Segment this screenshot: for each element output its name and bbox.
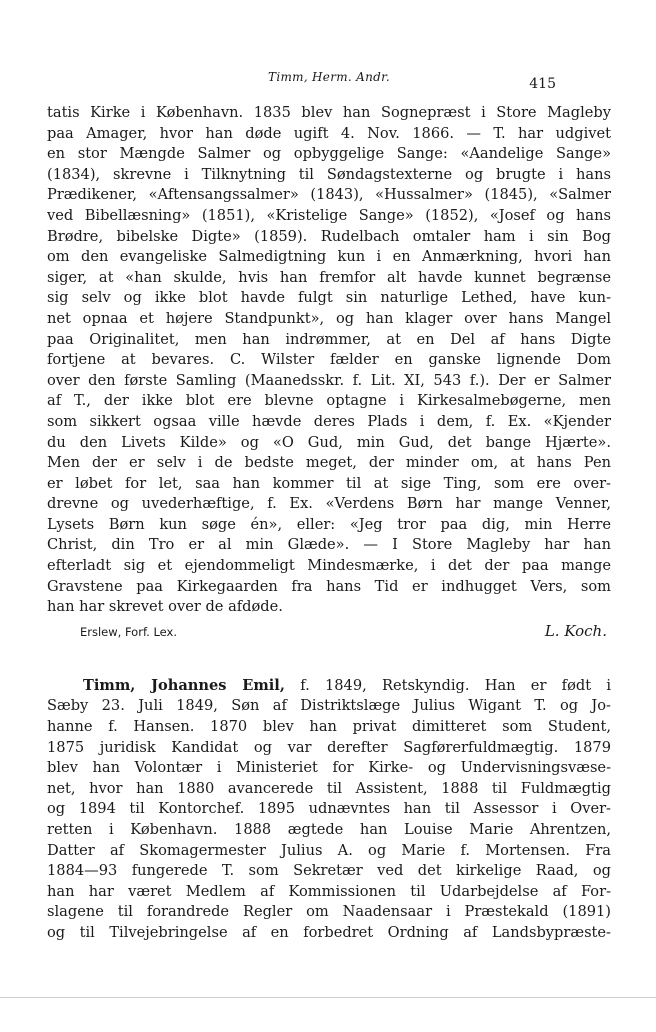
text-line: Prædikener, «Aftensangssalmer» (1843), «Hussalmer» (1845), «Salmer xyxy=(47,186,611,204)
text-line: drevne og uvederhæftige, f. Ex. «Verdens Børn har mange Venner, xyxy=(47,495,611,513)
running-head: Timm, Herm. Andr. xyxy=(268,70,390,84)
text-line: og 1894 til Kontorchef. 1895 udnævntes han til Assessor i Over- xyxy=(47,800,611,818)
entry-herm-andr-timm xyxy=(47,103,611,618)
text-line: fortjene at bevares. C. Wilster fælder en ganske lignende Dom xyxy=(47,351,611,369)
page-body xyxy=(47,103,611,944)
text-line: og til Tilvejebringelse af en forbedret Ordning af Landsbypræste- xyxy=(47,923,611,941)
text-line: af T., der ikke blot ere blevne optagne i Kirkesalmebøgerne, men xyxy=(47,392,611,410)
text-line: ved Bibellæsning» (1851), «Kristelige Sange» (1852), «Josef og hans xyxy=(47,206,611,224)
scan-edge-rule xyxy=(0,997,656,998)
text-line: er løbet for let, saa han kommer til at sige Ting, som ere over- xyxy=(47,474,611,492)
entry-name: Timm, Johannes Emil, xyxy=(83,676,285,694)
text-line: du den Livets Kilde» og «O Gud, min Gud, det bange Hjærte». xyxy=(47,433,611,451)
page-number: 415 xyxy=(529,76,556,92)
text-line: han har været Medlem af Kommissionen til Udarbejdelse af For- xyxy=(47,882,611,900)
text-line: retten i København. 1888 ægtede han Louise Marie Ahrentzen, xyxy=(47,821,611,838)
text-line: som sikkert ogsaa ville hævde deres Plads i dem, f. Ex. «Kjender xyxy=(47,412,611,430)
text-line: slagene til forandrede Regler om Naadensaar i Præstekald (1891) xyxy=(47,903,611,921)
text-line: (1834), skrevne i Tilknytning til Søndagstexterne og brugte i hans xyxy=(47,165,611,183)
text-line: om den evangeliske Salmedigtning kun i en Anmærkning, hvori han xyxy=(47,248,611,266)
text-line: Sæby 23. Juli 1849, Søn af Distriktslæge Julius Wigant T. og Jo- xyxy=(47,697,611,715)
text-line: Men der er selv i de bedste meget, der minder om, at hans Pen xyxy=(47,454,611,472)
entry-separator xyxy=(47,644,611,676)
text-line: paa Originalitet, men han indrømmer, at en Del af hans Digte xyxy=(47,330,611,348)
text-line: Datter af Skomagermester Julius A. og Marie f. Mortensen. Fra xyxy=(47,841,611,859)
text-line: paa Amager, hvor han døde ugift 4. Nov. 1866. — T. har udgivet xyxy=(47,124,611,142)
text-line: sig selv og ikke blot havde fulgt sin naturlige Lethed, have kun- xyxy=(47,289,611,307)
text-line: han har skrevet over de afdøde. xyxy=(47,598,283,616)
text-line: Brødre, bibelske Digte» (1859). Rudelbach omtaler ham i sin Bog xyxy=(47,227,611,245)
entry-johannes-emil-timm xyxy=(47,676,611,944)
entry-body-lines xyxy=(47,696,611,943)
text-line: 1884—93 fungerede T. som Sekretær ved det kirkelige Raad, og xyxy=(47,862,611,880)
text-line: net opnaa et højere Standpunkt», og han klager over hans Mangel xyxy=(47,309,611,327)
text-line: hanne f. Hansen. 1870 blev han privat dimitteret som Student, xyxy=(47,718,611,736)
signature-row xyxy=(47,618,611,644)
text-line: en stor Mængde Salmer og opbyggelige Sange: «Aandelige Sange» xyxy=(47,145,611,163)
text-line: 1875 juridisk Kandidat og var derefter Sagførerfuldmægtig. 1879 xyxy=(47,738,611,756)
text-line: net, hvor han 1880 avancerede til Assistent, 1888 til Fuldmægtig xyxy=(47,779,611,797)
text-line: over den første Samling (Maanedsskr. f. Lit. XI, 543 f.). Der er Salmer xyxy=(47,371,611,389)
text-line: blev han Volontær i Ministeriet for Kirke- og Undervisningsvæse- xyxy=(47,759,611,777)
source-reference: Erslew, Forf. Lex. xyxy=(80,624,178,639)
text-line: Christ, din Tro er al min Glæde». — I Store Magleby har han xyxy=(47,536,611,554)
text-line: efterladt sig et ejendommeligt Mindesmærke, i det der paa mange xyxy=(47,557,611,575)
text-line: tatis Kirke i København. 1835 blev han Sognepræst i Store Magleby xyxy=(47,104,611,121)
entry-first-line-text: f. 1849, Retskyndig. Han er født i xyxy=(300,676,611,694)
entry-first-line xyxy=(47,676,611,697)
author-signature: L. Koch. xyxy=(544,621,607,640)
text-line: Gravstene paa Kirkegaarden fra hans Tid er indhugget Vers, som xyxy=(47,577,611,595)
text-line: siger, at «han skulde, hvis han fremfor alt havde kunnet begrænse xyxy=(47,268,611,286)
text-line: Lysets Børn kun søge én», eller: «Jeg tror paa dig, min Herre xyxy=(47,515,611,533)
